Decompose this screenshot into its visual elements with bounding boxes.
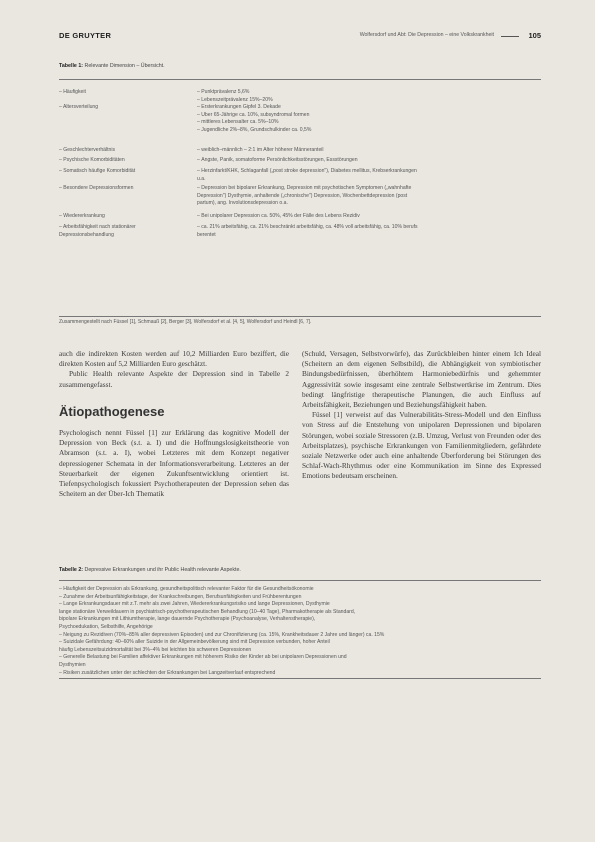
table-row-values	[197, 224, 539, 239]
table-row-label	[59, 104, 185, 112]
paragraph: Psychologisch nennt Füssel [1] zur Erklärung das kognitive Modell der Depression von Beck (s.t. a. I) und die Hoffnungslosigkeitstheorie von Abramson (s.t. a. I), wobei Letzteres mit dem Konzept negativer depressiogener Schemata in der Informationsverarbeitung. Letzteres an der Steuerbarkeit der eigenen Zukunftsentwicklung orientiert ist. Tiefenpsychologisch fokussiert Psychotherapeuten der Depression sehen das Scheitern an der Über-Ich Thematik	[59, 428, 289, 499]
list-item: lange stationäre Verweildauern in psychiatrisch-psychotherapeutischen Behandlung (10–40 Tage), Pharmakotherapie als Standard,	[59, 608, 356, 615]
row-value-line: – Herzinfarkt/KHK, Schlaganfall („post stroke depression"), Diabetes mellitus, Krebserkrankungen	[197, 168, 417, 174]
table1-caption-label: Tabelle 1:	[59, 63, 84, 69]
table-row-label	[59, 213, 185, 221]
row-label-line: – Besondere Depressionsformen	[59, 185, 134, 191]
left-column-top	[59, 349, 289, 390]
page-header	[59, 31, 541, 43]
row-label-line: – Somatisch häufige Komorbidität	[59, 168, 136, 174]
row-label-line: – Arbeitsfähigkeit nach stationärer	[59, 224, 136, 230]
list-item: – Risiken zusätzlichen unter der schlechten der Erkrankungen bei Langzeitverlauf entsprechend	[59, 669, 276, 676]
row-value-line: – Punktprävalenz 5,6%	[197, 89, 250, 95]
row-value-line: – Jugendliche 2%–8%, Grundschulkinder ca. 0,5%	[197, 126, 312, 133]
table1-top-rule	[59, 79, 541, 80]
row-value-line: – ca. 21% arbeitsfähig, ca. 21% beschränkt arbeitsfähig, ca. 48% voll arbeitsfähig, ca. 10% berufs	[197, 224, 418, 230]
row-value-line: – Ängste, Panik, somatoforme Persönlichkeitsstörungen, Essstörungen	[197, 157, 358, 163]
row-value-line: Depression") Dysthymie, anhaltende („chronische") Depression, Wochenbettdepression (post	[197, 192, 408, 199]
row-value-line: – Depression bei bipolarer Erkrankung, Depression mit psychotischen Symptomen („wahnhafte	[197, 185, 412, 191]
table-row-values	[197, 104, 539, 134]
table-row-values	[197, 157, 539, 165]
table-row-values	[197, 89, 539, 104]
table1-bottom-rule	[59, 316, 541, 317]
header-dash	[501, 36, 519, 37]
list-item: Psychoedukation, Selbsthilfe, Angehörige	[59, 624, 153, 630]
section-heading: Ätiopathogenese	[59, 404, 165, 419]
row-label-line: Depressionsbehandlung	[59, 231, 114, 238]
table2-bottom-rule	[59, 678, 541, 679]
table1-caption-text: Relevante Dimension – Übersicht.	[84, 63, 165, 69]
list-item: – Lange Erkrankungsdauer mit z.T. mehr als zwei Jahren, Wiedererkrankungsrisiko und lange Depressionen, Dysthymie	[59, 601, 330, 608]
table-row-label	[59, 89, 185, 97]
paragraph: (Schuld, Versagen, Selbstvorwürfe), das Zurückbleiben hinter einem Ich Ideal (Scheitern an dem eigenen Selbstbild), die Abhängigkeit von symbiotischer Bindungsbedürfnissen, überhöhtem Harmoniebedürfnis und gehemmter Aggressivität sowie insgesamt eine zentrale Selbstwertkrise im Zentrum. Dies bedingt längfristige therapeutische Planungen, die auch Einfluss auf Arbeitsfähigkeit, Beziehungen und Beziehungsfähigkeit haben.	[302, 349, 541, 410]
table2-caption-label: Tabelle 2:	[59, 567, 84, 573]
list-item: – Generelle Belastung bei Familien affektiver Erkrankungen mit höherem Risiko der Kinder ab bei unipolaren Depressionen und	[59, 654, 347, 661]
paragraph: Füssel [1] verweist auf das Vulnerabilitäts-Stress-Modell und den Einfluss von Stress auf die Entstehung von unipolaren Depressionen und bipolaren Störungen, wobei soziale Stressoren (z.B. Umzug, Verlust von Freunden oder des Arbeitsplatzes), psychische Erkrankungen von Familienmitgliedern, gefährdete soziale Netzwerke oder auch eine anhaltende Überforderung bei Störungen des Schlaf-Wach-Rhythmus oder eine Kommunikation im Sinne des Expressed Emotions bedeutsam erscheinen.	[302, 410, 541, 481]
table1-caption	[59, 63, 165, 69]
list-item: – Zunahme der Arbeitsunfähigkeitstage, der Krankschreibungen, Berufsunfähigkeiten und Frühberentungen	[59, 593, 302, 600]
right-column	[302, 349, 541, 482]
row-value-line: – Lebenszeitprävalenz 15%–20%	[197, 96, 273, 103]
table2-caption	[59, 567, 241, 573]
table2-caption-text: Depressive Erkrankungen und ihr Public Health relevante Aspekte.	[84, 567, 241, 573]
left-column-bottom	[59, 428, 289, 499]
row-label-line: – Wiedererkrankung	[59, 213, 105, 219]
page-number: 105	[528, 31, 541, 40]
table-row-label	[59, 157, 185, 165]
paragraph: auch die indirekten Kosten werden auf 10,2 Milliarden Euro beziffert, die direkten Kosten auf 5,2 Milliarden Euro geschätzt.	[59, 349, 289, 369]
list-item: – Häufigkeit der Depression als Erkrankung, gesundheitspolitisch relevanter Faktor für die Gesundheitsökonomie	[59, 586, 314, 592]
row-value-line: berentet	[197, 231, 216, 238]
row-value-line: u.a.	[197, 175, 206, 182]
row-label-line: – Geschlechterverhältnis	[59, 147, 116, 153]
list-item: – Suizidale Gefährdung: 40–60% aller Suizide in der Allgemeinbevölkerung sind mit Depression verbunden, hoher Anteil	[59, 639, 330, 646]
list-item: Dysthymien	[59, 662, 86, 668]
row-value-line: – Bei unipolarer Depression ca. 50%, 45% der Fälle des Lebens Rezidiv	[197, 213, 360, 219]
table-row-label	[59, 168, 185, 176]
publisher-name: DE GRUYTER	[59, 31, 112, 40]
list-item: häufig Lebenszeitsuizidmortalität bei 3%–4% bei leichten bis schweren Depressionen	[59, 646, 252, 653]
table1-source: Zusammengestellt nach Füssel [1], Schmauß [2], Berger [3], Wolfersdorf et al. [4, 5], Wolfersdorf und Heindl [6, 7].	[59, 319, 312, 325]
table-row-values	[197, 147, 539, 155]
table-row-label	[59, 147, 185, 155]
row-value-line: – Ersterkrankungen Gipfel 3. Dekade	[197, 104, 281, 110]
row-value-line: – weiblich–männlich – 2:1 im Alter höherer Männeranteil	[197, 147, 324, 153]
running-title: Wolfersdorf und Abt: Die Depression – eine Volkskrankheit	[359, 32, 494, 38]
list-item: bipolare Erkrankungen mit Lithiumtherapie, lange dauernde Psychotherapie (Psychoanalyse, Verhaltenstherapie),	[59, 616, 316, 623]
table-row-values	[197, 213, 539, 221]
list-item: – Neigung zu Rezidiven (70%–85% aller depressiven Episoden) und zur Chronifizierung (ca. 15%, Krankheitsdauer 2 Jahre und länger) ca. 15%	[59, 631, 385, 638]
row-value-line: – mittleres Lebensalter ca. 5%–10%	[197, 119, 279, 126]
paragraph: Public Health relevante Aspekte der Depression sind in Tabelle 2 zusammengefasst.	[59, 369, 289, 389]
table-row-values	[197, 168, 539, 183]
row-label-line: – Psychische Komorbiditäten	[59, 157, 125, 163]
table2-top-rule	[59, 580, 541, 581]
row-label-line: – Altersverteilung	[59, 104, 99, 110]
row-value-line: – Über 65-Jährige ca. 10%, subsyndromal formen	[197, 111, 310, 118]
row-value-line: partum), ang. Involutionsdepression o.a.	[197, 200, 288, 207]
row-label-line: – Häufigkeit	[59, 89, 86, 95]
table-row-values	[197, 185, 539, 208]
table-row-label	[59, 185, 185, 193]
table-row-label	[59, 224, 185, 239]
